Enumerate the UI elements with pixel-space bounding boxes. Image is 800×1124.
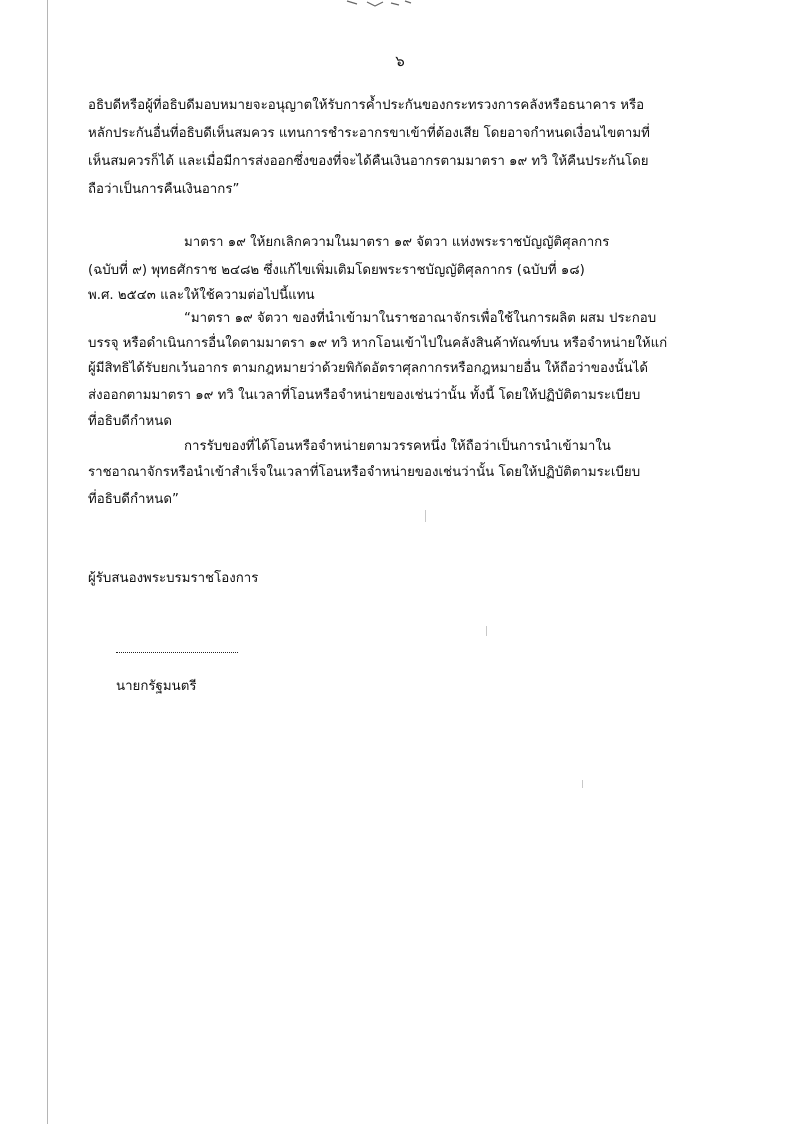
quoted-section-line: ผู้มีสิทธิได้รับยกเว้นอากร ตามกฎหมายว่าด้วยพิกัดอัตราศุลกากรหรือกฎหมายอื่น ให้ถือว่าของนั้นได้ [88,361,648,376]
scan-speck [582,780,583,788]
quoted-section-line: “มาตรา ๑๙ จัตวา ของที่นำเข้ามาในราชอาณาจักรเพื่อใช้ในการผลิต ผสม ประกอบ [184,311,657,326]
quoted-paragraph-2-line: ที่อธิบดีกำหนด” [88,492,179,507]
paragraph-1-line: หลักประกันอื่นที่อธิบดีเห็นสมควร แทนการชำระอากรขาเข้าที่ต้องเสีย โดยอาจกำหนดเงื่อนไขตามที่ [88,126,650,141]
quoted-section-line: บรรจุ หรือดำเนินการอื่นใดตามมาตรา ๑๙ ทวิ หากโอนเข้าไปในคลังสินค้าทัณฑ์บน หรือจำหน่ายให้แก่ [88,336,668,351]
scan-speck [486,626,487,636]
section-intro-line: (ฉบับที่ ๙) พุทธศักราช ๒๔๘๒ ซึ่งแก้ไขเพิ่มเติมโดยพระราชบัญญัติศุลกากร (ฉบับที่ ๑๘) [88,263,585,278]
page-number: ๖ [395,52,405,70]
scan-edge-line [47,0,48,1124]
paragraph-1-line: อธิบดีหรือผู้ที่อธิบดีมอบหมายจะอนุญาตให้รับการค้ำประกันของกระทรวงการคลังหรือธนาคาร หรือ [88,98,645,113]
scan-artifact [345,0,415,8]
section-intro-line: พ.ศ. ๒๕๔๓ และให้ใช้ความต่อไปนี้แทน [88,288,315,303]
countersign-label: ผู้รับสนองพระบรมราชโองการ [88,571,259,586]
quoted-section-line: ส่งออกตามมาตรา ๑๙ ทวิ ในเวลาที่โอนหรือจำหน่ายของเช่นว่านั้น ทั้งนี้ โดยให้ปฏิบัติตามระเบียบ [88,388,641,403]
signature-title: นายกรัฐมนตรี [116,679,197,694]
signature-line [116,652,238,653]
quoted-section-line: ที่อธิบดีกำหนด [88,414,172,429]
quoted-paragraph-2-line: การรับของที่ได้โอนหรือจำหน่ายตามวรรคหนึ่ง ให้ถือว่าเป็นการนำเข้ามาใน [184,439,611,454]
scan-speck [425,510,426,522]
paragraph-1-line: ถือว่าเป็นการคืนเงินอากร” [88,182,240,197]
section-intro-line: มาตรา ๑๙ ให้ยกเลิกความในมาตรา ๑๙ จัตวา แห่งพระราชบัญญัติศุลกากร [184,235,610,250]
paragraph-1-line: เห็นสมควรก็ได้ และเมื่อมีการส่งออกซึ่งของที่จะได้คืนเงินอากรตามมาตรา ๑๙ ทวิ ให้คืนประกันโดย [88,154,649,169]
quoted-paragraph-2-line: ราชอาณาจักรหรือนำเข้าสำเร็จในเวลาที่โอนหรือจำหน่ายของเช่นว่านั้น โดยให้ปฏิบัติตามระเบียบ [88,465,641,480]
